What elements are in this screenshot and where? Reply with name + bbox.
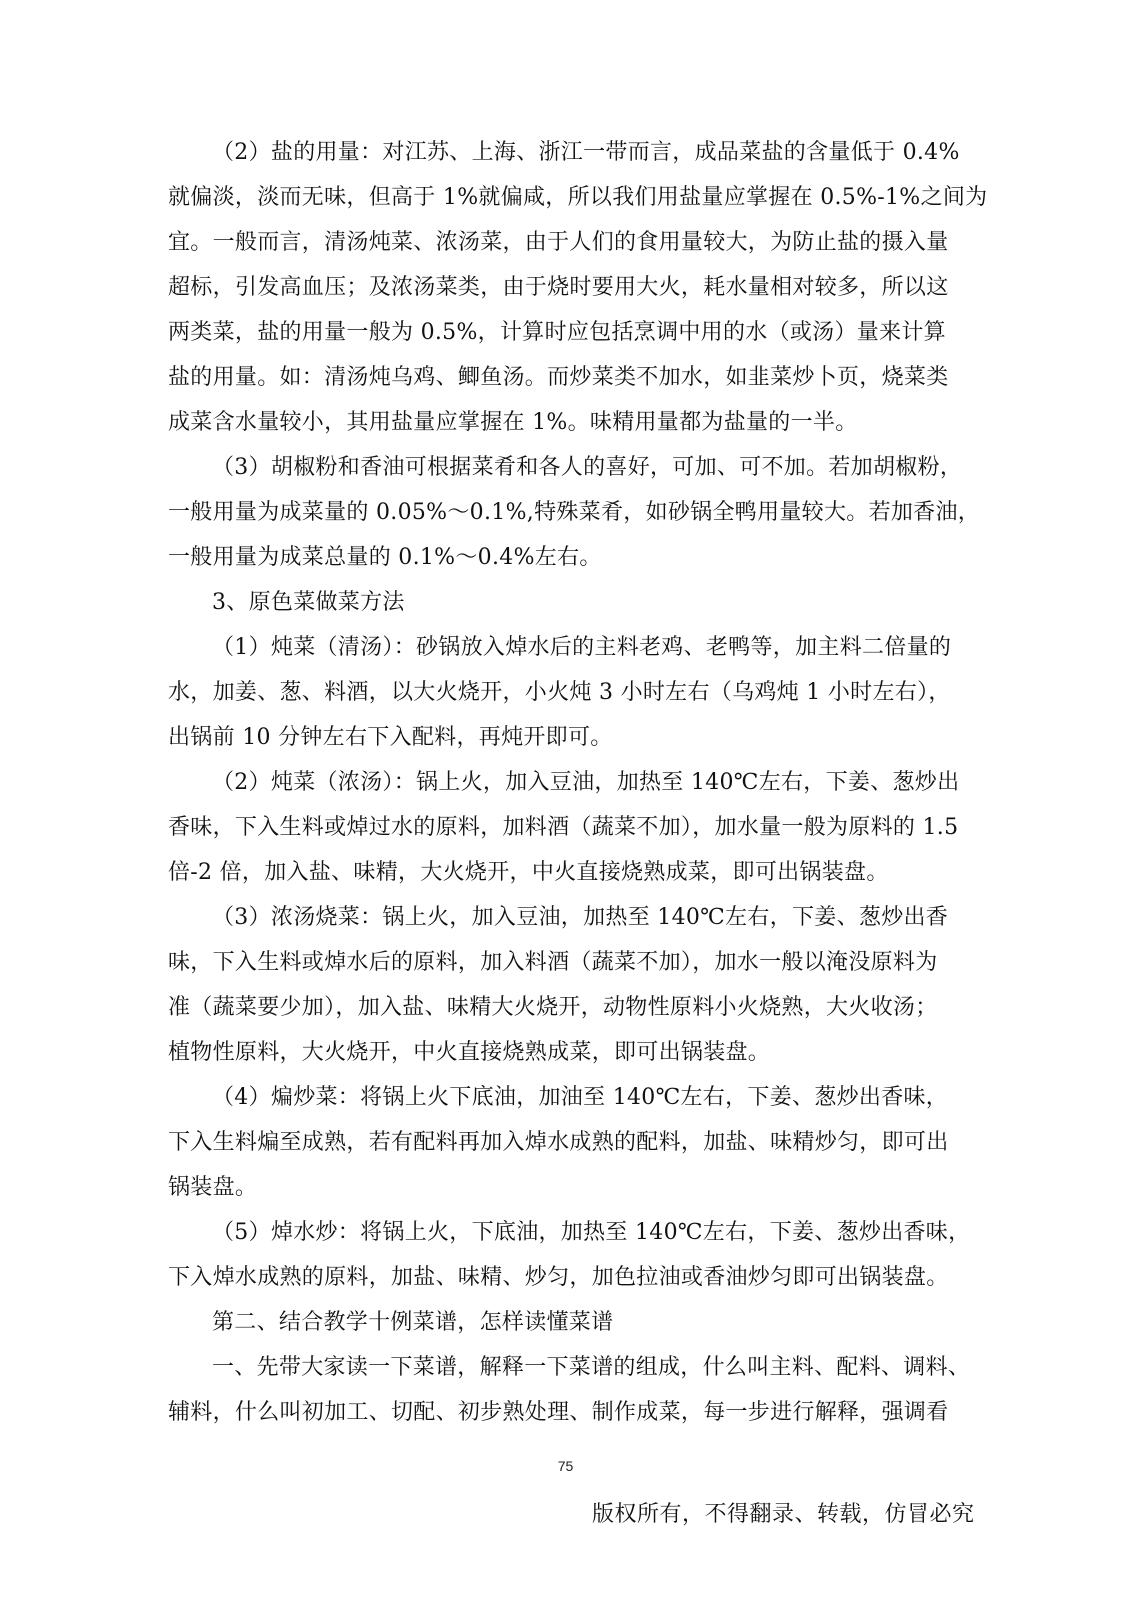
- text-line: 宜。一般而言，清汤炖菜、浓汤菜，由于人们的食用量较大，为防止盐的摄入量: [168, 230, 949, 255]
- text-line: 一、先带大家读一下菜谱，解释一下菜谱的组成，什么叫主料、配料、调料、: [212, 1355, 971, 1380]
- text-line: （3）胡椒粉和香油可根据菜肴和各人的喜好，可加、可不加。若加胡椒粉，: [212, 455, 963, 480]
- text-line: 锅装盘。: [168, 1175, 258, 1200]
- page-number: 75: [557, 1458, 574, 1474]
- text-line: （2）盐的用量：对江苏、上海、浙江一带而言，成品菜盐的含量低于 0.4%: [212, 140, 960, 165]
- text-line: 植物性原料，大火烧开，中火直接烧熟成菜，即可出锅装盘。: [168, 1040, 771, 1065]
- text-line: 出锅前 10 分钟左右下入配料，再炖开即可。: [168, 725, 613, 750]
- text-line: 两类菜，盐的用量一般为 0.5%，计算时应包括烹调中用的水（或汤）量来计算: [168, 320, 946, 345]
- text-line: 下入焯水成熟的原料，加盐、味精、炒匀，加色拉油或香油炒匀即可出锅装盘。: [168, 1265, 949, 1290]
- text-line: （1）炖菜（清汤）：砂锅放入焯水后的主料老鸡、老鸭等，加主料二倍量的: [212, 635, 952, 660]
- document-body: [168, 130, 988, 1435]
- section-heading: 第二、结合教学十例菜谱，怎样读懂菜谱: [212, 1310, 614, 1335]
- text-line: （5）焯水炒：将锅上火，下底油，加热至 140℃左右，下姜、葱炒出香味，: [212, 1220, 971, 1245]
- text-line: 水，加姜、葱、料酒，以大火烧开，小火炖 3 小时左右（乌鸡炖 1 小时左右），: [168, 680, 951, 705]
- text-line: （2）炖菜（浓汤）：锅上火，加入豆油，加热至 140℃左右，下姜、葱炒出: [212, 770, 960, 795]
- text-line: 就偏淡，淡而无味，但高于 1%就偏咸，所以我们用盐量应掌握在 0.5%-1%之间为: [168, 185, 988, 210]
- text-line: 味，下入生料或焯水后的原料，加入料酒（蔬菜不加），加水一般以淹没原料为: [168, 950, 938, 975]
- text-line: 香味，下入生料或焯过水的原料，加料酒（蔬菜不加），加水量一般为原料的 1.5: [168, 815, 959, 840]
- text-line: 倍-2 倍，加入盐、味精，大火烧开，中火直接烧熟成菜，即可出锅装盘。: [168, 860, 889, 885]
- text-line: 盐的用量。如：清汤炖乌鸡、鲫鱼汤。而炒菜类不加水，如韭菜炒卜页，烧菜类: [168, 365, 949, 390]
- text-line: 一般用量为成菜总量的 0.1%～0.4%左右。: [168, 545, 602, 570]
- section-heading: 3、原色菜做菜方法: [212, 590, 405, 615]
- copyright-notice: 版权所有，不得翻录、转载，仿冒必究: [592, 1502, 975, 1527]
- text-line: 一般用量为成菜量的 0.05%～0.1%,特殊菜肴，如砂锅全鸭用量较大。若加香油，: [168, 500, 981, 525]
- text-line: 成菜含水量较小，其用盐量应掌握在 1%。味精用量都为盐量的一半。: [168, 410, 858, 435]
- text-line: 准（蔬菜要少加），加入盐、味精大火烧开，动物性原料小火烧熟，大火收汤；: [168, 995, 938, 1020]
- text-line: 下入生料煸至成熟，若有配料再加入焯水成熟的配料，加盐、味精炒匀，即可出: [168, 1130, 949, 1155]
- text-line: 辅料，什么叫初加工、切配、初步熟处理、制作成菜，每一步进行解释，强调看: [168, 1400, 949, 1425]
- text-line: （3）浓汤烧菜：锅上火，加入豆油，加热至 140℃左右，下姜、葱炒出香: [212, 905, 949, 930]
- text-line: （4）煸炒菜：将锅上火下底油，加油至 140℃左右，下姜、葱炒出香味，: [212, 1085, 949, 1110]
- text-line: 超标，引发高血压；及浓汤菜类，由于烧时要用大火，耗水量相对较多，所以这: [168, 275, 949, 300]
